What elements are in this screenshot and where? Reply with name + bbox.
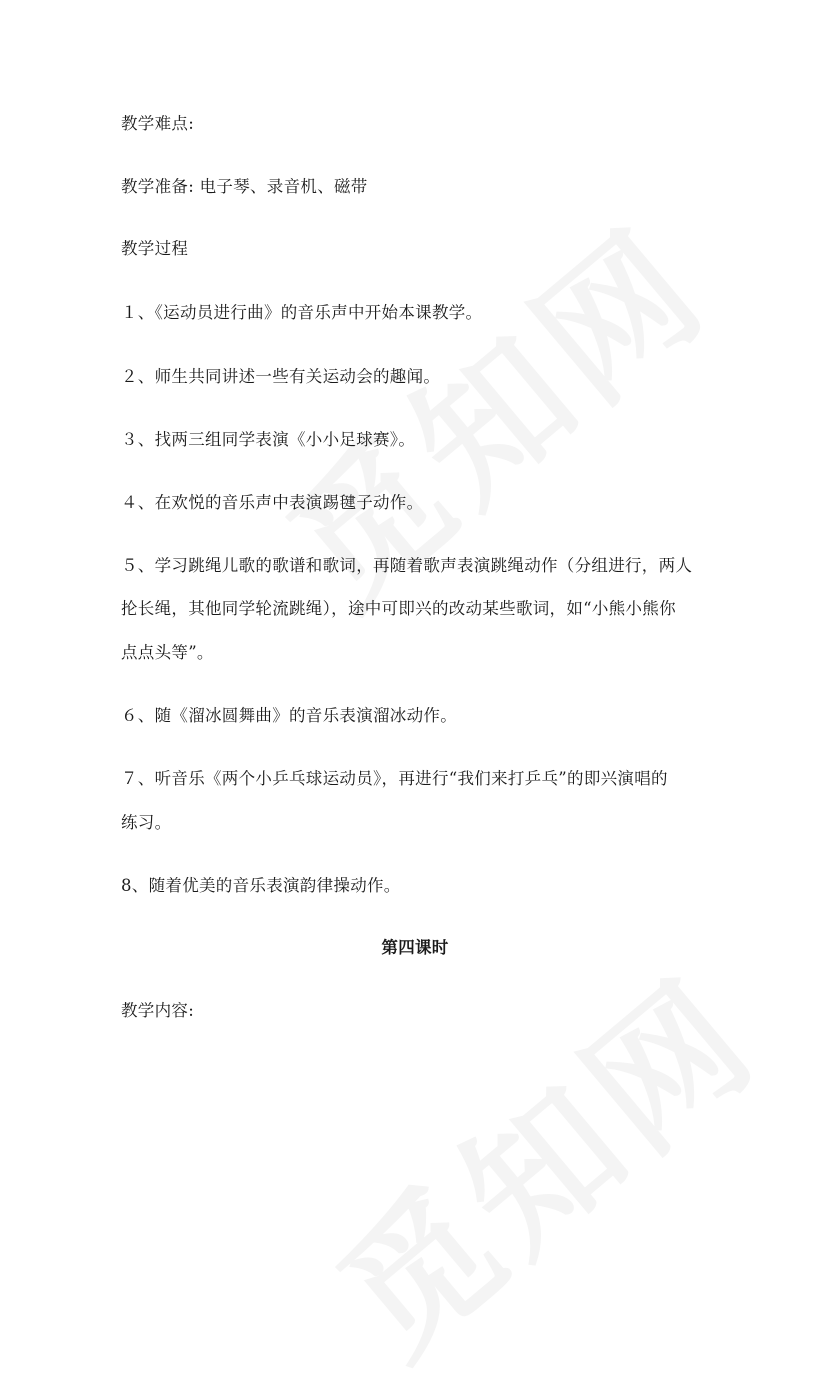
step-8: 8、随着优美的音乐表演韵律操动作。 (121, 876, 401, 895)
step-7-line-1: ７、听音乐《两个小乒乓球运动员》，再进行“我们来打乒乓”的即兴演唱的 (121, 769, 668, 788)
step-5-line-1: ５、学习跳绳儿歌的歌谱和歌词，再随着歌声表演跳绳动作（分组进行，两人 (121, 556, 693, 575)
step-7-line-2: 练习。 (121, 813, 172, 832)
watermark-bottom (287, 921, 794, 1395)
preparation-line: 教学准备: 电子琴、录音机、磁带 (121, 177, 368, 196)
step-5-line-3: 点点头等”。 (121, 643, 214, 662)
step-1: １、《运动员进行曲》的音乐声中开始本课教学。 (121, 303, 483, 322)
step-3: ３、找两三组同学表演《小小足球赛》。 (121, 430, 416, 449)
content-label: 教学内容: (121, 1001, 195, 1020)
lesson-heading: 第四课时 (381, 938, 449, 957)
step-6: ６、随《溜冰圆舞曲》的音乐表演溜冰动作。 (121, 706, 457, 725)
step-5-line-2: 抡长绳，其他同学轮流跳绳），途中可即兴的改动某些歌词，如“小熊小熊你 (121, 599, 676, 618)
difficulty-label: 教学难点: (121, 114, 195, 133)
step-4: ４、在欢悦的音乐声中表演踢毽子动作。 (121, 493, 424, 512)
step-2: ２、师生共同讲述一些有关运动会的趣闻。 (121, 367, 441, 386)
process-heading: 教学过程 (121, 239, 189, 258)
